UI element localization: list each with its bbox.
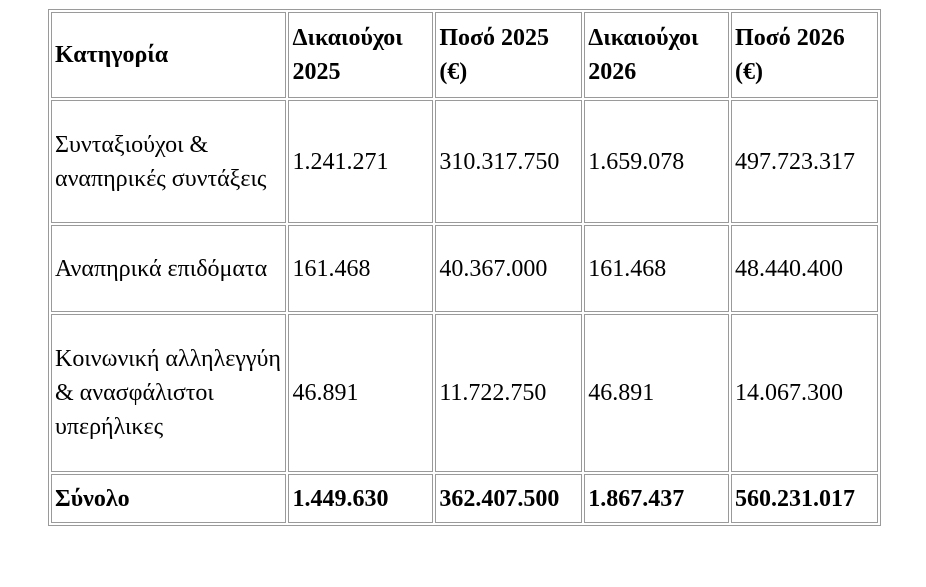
cell-amount-2025: 40.367.000	[435, 225, 582, 312]
cell-amount-2026: 14.067.300	[731, 314, 878, 472]
cell-total-amount-2026: 560.231.017	[731, 474, 878, 523]
table-header-row	[51, 12, 878, 98]
table-row	[51, 100, 878, 223]
cell-beneficiaries-2026: 161.468	[584, 225, 729, 312]
header-beneficiaries-2026: Δικαιούχοι 2026	[584, 12, 729, 98]
table-total-row	[51, 474, 878, 523]
cell-total-label: Σύνολο	[51, 474, 286, 523]
table-row	[51, 225, 878, 312]
header-amount-2026: Ποσό 2026 (€)	[731, 12, 878, 98]
cell-beneficiaries-2025: 46.891	[288, 314, 433, 472]
header-beneficiaries-2025: Δικαιούχοι 2025	[288, 12, 433, 98]
cell-total-beneficiaries-2025: 1.449.630	[288, 474, 433, 523]
cell-category: Κοινωνική αλληλεγγύη & ανασφάλιστοι υπερήλικες	[51, 314, 286, 472]
cell-category: Αναπηρικά επιδόματα	[51, 225, 286, 312]
header-amount-2025: Ποσό 2025 (€)	[435, 12, 582, 98]
cell-amount-2025: 310.317.750	[435, 100, 582, 223]
cell-category: Συνταξιούχοι & αναπηρικές συντάξεις	[51, 100, 286, 223]
table-row	[51, 314, 878, 472]
cell-beneficiaries-2026: 46.891	[584, 314, 729, 472]
cell-total-beneficiaries-2026: 1.867.437	[584, 474, 729, 523]
cell-beneficiaries-2026: 1.659.078	[584, 100, 729, 223]
cell-beneficiaries-2025: 161.468	[288, 225, 433, 312]
cell-total-amount-2025: 362.407.500	[435, 474, 582, 523]
header-category: Κατηγορία	[51, 12, 286, 98]
cell-amount-2026: 48.440.400	[731, 225, 878, 312]
cell-amount-2026: 497.723.317	[731, 100, 878, 223]
cell-amount-2025: 11.722.750	[435, 314, 582, 472]
benefits-table	[48, 9, 881, 526]
cell-beneficiaries-2025: 1.241.271	[288, 100, 433, 223]
